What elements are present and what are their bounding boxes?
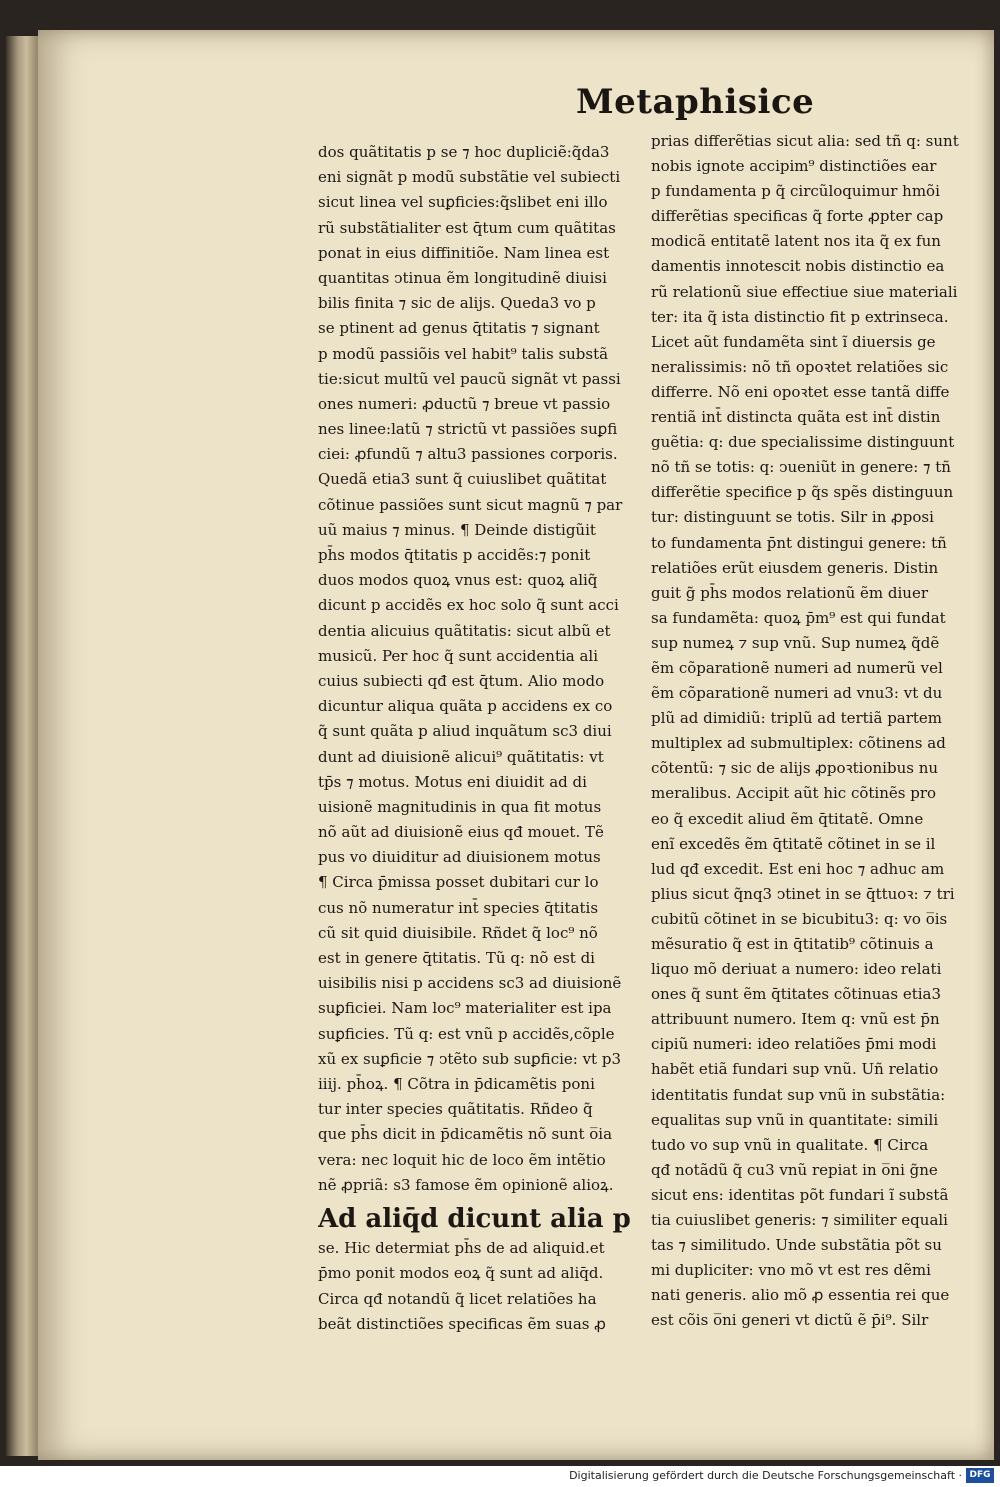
text-line: sup numeꝝ ⁊ sup vnũ. Sup numeꝝ q̃dẽ <box>651 633 940 652</box>
text-line: enĩ excedẽs ẽm q̄titatẽ cõtinet in se il <box>651 834 936 853</box>
text-line: plius sicut q̃nq3 ↄtinet in se q̄ttuoꝛ: ⁊ tri <box>651 884 955 903</box>
text-line: nobis ignote accipim⁹ distinctiões ear <box>651 157 937 176</box>
text-line: cus nõ numeratur int̄ species q̄titatis <box>318 898 599 917</box>
text-line: guit g̃ ph̄s modos relationũ ẽm diuer <box>651 583 929 602</box>
text-line: to fundamenta p̄nt distingui genere: tñ <box>651 533 947 552</box>
text-line: tp̄s ⁊ motus. Motus eni diuidit ad di <box>318 772 587 791</box>
text-line: bilis finita ⁊ sic de alijs. Queda3 vo p <box>318 294 596 313</box>
text-line: duos modos quoꝝ vnus est: quoꝝ aliq̃ <box>318 571 598 590</box>
text-line: Circa qđ notandũ q̃ licet relatiões ha <box>318 1289 597 1308</box>
text-line: cõtinue passiões sunt sicut magnũ ⁊ par <box>318 495 623 514</box>
text-line: differẽtias specificas q̃ forte ꝓpter cap <box>651 207 944 226</box>
text-line: guẽtia: q: due specialissime distinguunt <box>651 433 955 452</box>
text-line: eo q̃ excedit aliud ẽm q̄titatẽ. Omne <box>651 809 924 828</box>
text-line: ph̄s modos q̄titatis p accidẽs:⁊ ponit <box>318 546 591 564</box>
text-line: xũ ex suꝑficie ⁊ ↄtẽto sub suꝑficie: vt p3 <box>318 1049 622 1068</box>
text-line: cubitũ cõtinet in se bicubitu3: q: vo o̅is <box>651 909 948 928</box>
text-line: est in genere q̄titatis. Tũ q: nõ est di <box>318 949 595 967</box>
text-line: cipiũ numeri: ideo relatiões p̄mi modi <box>651 1035 937 1054</box>
text-line: Licet aũt fundamẽta sint ĩ diuersis ge <box>651 332 936 351</box>
text-line: Quedã etia3 sunt q̃ cuiuslibet quãtitat <box>318 470 607 489</box>
right-text-column <box>651 129 971 1334</box>
text-line: eni signãt p modũ substãtie vel subiecti <box>318 168 621 187</box>
text-line: modicã entitatẽ latent nos ita q̃ ex fun <box>651 232 941 251</box>
text-line: dos quãtitatis p se ⁊ hoc dupliciẽ:q̃da3 <box>318 143 610 161</box>
text-line: rũ relationũ siue effectiue siue materiali <box>651 282 958 301</box>
text-line: beãt distinctiões specificas ẽm suas ꝓ <box>318 1315 606 1334</box>
text-line: ẽm cõparationẽ numeri ad numerũ vel <box>651 658 943 677</box>
text-line: tudo vo sup vnũ in qualitate. ¶ Circa <box>651 1135 929 1154</box>
text-line: differẽtie specifice p q̃s spẽs distinguun <box>651 483 954 502</box>
text-line: mẽsuratio q̃ est in q̄titatib⁹ cõtinuis a <box>651 935 934 953</box>
left-text-column <box>318 140 640 1338</box>
text-line: rũ substãtialiter est q̄tum cum quãtitas <box>318 218 616 237</box>
running-head: Metaphisice <box>576 82 815 122</box>
text-line: nati generis. alio mõ ꝓ essentia rei que <box>651 1286 950 1305</box>
left-column-after-heading <box>318 1236 640 1338</box>
text-line: plũ ad dimidiũ: triplũ ad tertiã partem <box>651 709 943 728</box>
text-line: se. Hic determiat ph̄s de ad aliquid.et <box>318 1238 605 1257</box>
text-line: est cõis o̅ni generi vt dictũ ẽ p̄i⁹. Silr <box>651 1311 929 1330</box>
text-line: meralibus. Accipit aũt hic cõtinẽs pro <box>651 784 937 803</box>
text-line: liquo mõ deriuat a numero: ideo relati <box>651 960 942 979</box>
text-line: nõ tñ se totis: q: ↄueniũt in genere: ⁊ tñ <box>651 458 951 477</box>
digitization-footer <box>0 1466 1000 1487</box>
text-line: relatiões erũt eiusdem generis. Distin <box>651 558 939 577</box>
text-line: nes linee:latũ ⁊ strictũ vt passiões suꝑfi <box>318 420 618 439</box>
text-line: differre. Nõ eni opoꝛtet esse tantã diffe <box>651 382 950 401</box>
text-line: cõtentũ: ⁊ sic de alijs ꝓpoꝛtionibus nu <box>651 759 939 778</box>
text-line: tur inter species quãtitatis. Rñdeo q̃ <box>318 1100 593 1119</box>
text-line: tia cuiuslibet generis: ⁊ similiter equali <box>651 1211 948 1230</box>
text-line: ciei: ꝓfundũ ⁊ altu3 passiones corporis. <box>318 445 618 464</box>
text-line: sicut ens: identitas põt fundari ĩ substã <box>651 1185 949 1204</box>
text-line: ẽm cõparationẽ numeri ad vnu3: vt du <box>651 684 943 703</box>
text-line: iiij. ph̄oꝝ. ¶ Cõtra in p̄dicamẽtis poni <box>318 1074 595 1093</box>
text-line: tie:sicut multũ vel paucũ signãt vt passi <box>318 369 621 388</box>
dfg-logo: DFG <box>966 1468 994 1483</box>
text-line: uisibilis nisi p accidens sc3 ad diuisionẽ <box>318 974 622 993</box>
text-line: damentis innotescit nobis distinctio ea <box>651 257 945 276</box>
text-line: rentiã int̄ distincta quãta est int̄ distin <box>651 408 941 427</box>
text-line: prias differẽtias sicut alia: sed tñ q: sunt <box>651 132 959 150</box>
text-line: lud qđ excedit. Est eni hoc ⁊ adhuc am <box>651 859 945 878</box>
right-column-lines <box>651 129 971 1334</box>
text-line: habẽt etiã fundari sup vnũ. Uñ relatio <box>651 1060 939 1079</box>
text-line: uisionẽ magnitudinis in qua fit motus <box>318 797 602 816</box>
text-line: dunt ad diuisionẽ alicui⁹ quãtitatis: vt <box>318 747 604 766</box>
text-line: equalitas sup vnũ in quantitate: simili <box>651 1110 939 1129</box>
text-line: multiplex ad submultiplex: cõtinens ad <box>651 734 946 753</box>
text-line: nõ aũt ad diuisionẽ eius qđ mouet. Tẽ <box>318 823 604 842</box>
text-line: ¶ Circa p̄missa posset dubitari cur lo <box>318 873 599 892</box>
section-heading: Ad aliq̄d dicunt alia p <box>318 1203 631 1234</box>
text-line: quantitas ↄtinua ẽm longitudinẽ diuisi <box>318 268 607 287</box>
book-page-edges <box>6 36 40 1456</box>
text-line: dicunt p accidẽs ex hoc solo q̃ sunt acci <box>318 596 619 615</box>
text-line: sicut linea vel suꝑficies:q̃slibet eni illo <box>318 193 608 212</box>
text-line: nẽ ꝓpriã: s3 famose ẽm opinionẽ alioꝝ. <box>318 1175 614 1194</box>
text-line: tas ⁊ similitudo. Unde substãtia põt su <box>651 1236 942 1255</box>
text-line: ones numeri: ꝓductũ ⁊ breue vt passio <box>318 394 611 413</box>
text-line: qđ notãdũ q̃ cu3 vnũ repiat in o̅ni g̃ne <box>651 1160 938 1179</box>
text-line: cũ sit quid diuisibile. Rñdet q̃ loc⁹ nõ <box>318 923 598 942</box>
left-column-lines <box>318 140 640 1198</box>
text-line: tur: distinguunt se totis. Silr in ꝓposi <box>651 508 934 527</box>
text-line: p modũ passiõis vel habit⁹ talis substã <box>318 344 609 363</box>
text-line: ter: ita q̃ ista distinctio fit p extrinseca. <box>651 307 949 326</box>
text-line: suꝑficiei. Nam loc⁹ materialiter est ipa <box>318 999 612 1018</box>
text-line: vera: nec loquit hic de loco ẽm intẽtio <box>318 1150 606 1169</box>
text-line: dentia alicuius quãtitatis: sicut albũ et <box>318 621 611 640</box>
text-line: cuius subiecti qđ est q̄tum. Alio modo <box>318 671 605 690</box>
text-line: uũ maius ⁊ minus. ¶ Deinde distigũit <box>318 520 596 539</box>
text-line: p fundamenta p q̃ circũloquimur hmõi <box>651 182 940 201</box>
text-line: p̄mo ponit modos eoꝝ q̃ sunt ad aliq̄d. <box>318 1264 604 1283</box>
text-line: mi dupliciter: vno mõ vt est res dẽmi <box>651 1261 931 1280</box>
text-line: se ptinent ad genus q̄titatis ⁊ signant <box>318 319 600 338</box>
text-line: musicũ. Per hoc q̃ sunt accidentia ali <box>318 646 599 665</box>
text-line: q̃ sunt quãta p aliud inquãtum sc3 diui <box>318 722 612 741</box>
text-line: ones q̃ sunt ẽm q̄titates cõtinuas etia3 <box>651 985 942 1004</box>
text-line: identitatis fundat sup vnũ in substãtia: <box>651 1085 946 1104</box>
text-line: dicuntur aliqua quãta p accidens ex co <box>318 697 613 716</box>
text-line: que ph̄s dicit in p̄dicamẽtis nõ sunt o̅ia <box>318 1125 613 1144</box>
text-line: suꝑficies. Tũ q: est vnũ p accidẽs,cõple <box>318 1024 615 1043</box>
text-line: attribuunt numero. Item q: vnũ est p̄n <box>651 1010 940 1029</box>
text-line: pus vo diuiditur ad diuisionem motus <box>318 848 601 867</box>
text-line: neralissimis: nõ tñ opoꝛtet relatiões sic <box>651 357 949 376</box>
footer-credit: Digitalisierung gefördert durch die Deutsche Forschungsgemeinschaft · <box>569 1469 962 1482</box>
text-line: ponat in eius diffinitiõe. Nam linea est <box>318 243 610 262</box>
text-line: sa fundamẽta: quoꝝ p̄m⁹ est qui fundat <box>651 608 946 627</box>
